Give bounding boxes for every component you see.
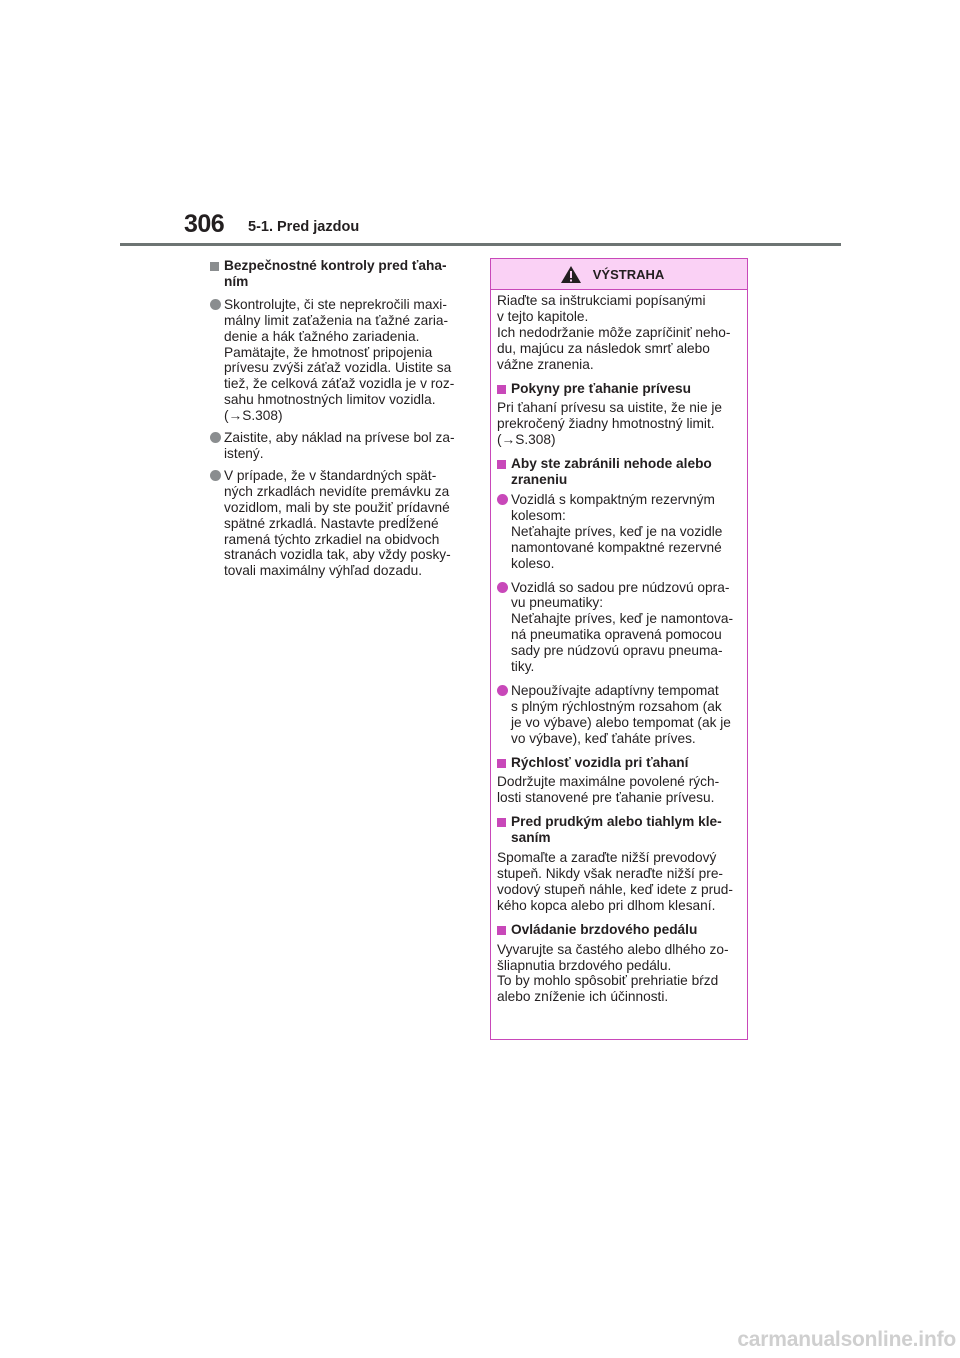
circle-bullet-icon [210,470,221,481]
warning-triangle-icon [560,265,582,284]
list-item [497,492,743,572]
paragraph: Vyvarujte sa častého alebo dlhého zo- šliapnutia brzdového pedálu. To by mohlo spôsobiť prehriatie bŕzd alebo zníženie ich účinnosti. [497,941,729,1005]
square-bullet-icon [497,460,506,469]
square-bullet-icon [497,385,506,394]
heading-text: Rýchlosť vozidla pri ťahaní [511,754,689,770]
brake-pedal-heading [497,922,743,938]
warning-intro: Riaďte sa inštrukciami popísanými v tejto kapitole. Ich nedodržanie môže zapríčiniť neho- du, majúcu za následok smrť alebo vážne zranenia. [497,293,731,372]
heading-text: Pred prudkým alebo tiahlym kle- saním [511,814,722,846]
circle-bullet-icon [210,432,221,443]
list-item-text: Nepoužívajte adaptívny tempomat s plným rýchlostným rozsahom (ak je vo výbave) alebo tempomat (ak je vo výbave), keď ťaháte príves. [511,682,731,746]
heading-text: Pokyny pre ťahanie prívesu [511,380,692,396]
list-item-text: Zaistite, aby náklad na prívese bol za- istený. [224,430,455,461]
circle-bullet-icon [497,685,508,696]
list-item-text: Vozidlá so sadou pre núdzovú opra- vu pneumatiky: Neťahajte príves, keď je namontova- ná pneumatika opravená pomocou sady pre núdzovú opravu pneuma- tiky. [511,579,734,675]
list-item [210,297,466,424]
heading-text: Ovládanie brzdového pedálu [511,921,698,937]
towing-speed-heading [497,755,743,771]
heading-text: Aby ste zabránili nehode alebo zraneniu [511,456,712,488]
list-item-text: Vozidlá s kompaktným rezervným kolesom: Neťahajte príves, keď je na vozidle namontované kompaktné rezervné koleso. [511,491,723,571]
warning-body [491,290,747,1005]
safety-checks-heading [210,258,466,290]
circle-bullet-icon [497,582,508,593]
circle-bullet-icon [210,299,221,310]
accident-prevention-heading [497,456,743,488]
page-header [0,0,960,250]
square-bullet-icon [497,818,506,827]
watermark: carmanualsonline.info [737,1328,956,1351]
warning-header [491,259,747,290]
square-bullet-icon [210,262,219,271]
circle-bullet-icon [497,494,508,505]
section-title: 5-1. Pred jazdou [248,219,360,235]
list-item-text: Skontrolujte, či ste neprekročili maxi- málny limit zaťaženia na ťažné zaria- denie a hák ťažného zariadenia. Pamätajte, že hmotnosť pripojenia prívesu zvýši záťaž vozidla. Uistite sa tiež, že celková záťaž vozidla je v roz- sahu hmotnostných limitov vozidla. (→S.308) [224,296,455,424]
square-bullet-icon [497,759,506,768]
list-item [497,683,743,747]
list-item [497,580,743,675]
square-bullet-icon [497,926,506,935]
warning-box [490,258,748,1040]
header-divider [120,243,841,246]
page-number: 306 [184,210,225,238]
list-item [210,430,466,462]
paragraph: Dodržujte maximálne povolené rých- losti stanovené pre ťahanie prívesu. [497,774,720,806]
warning-title: VÝSTRAHA [592,266,665,282]
list-item-text: V prípade, že v štandardných spät- ných zrkadlách nevidíte premávku za vozidlom, mali by ste použiť prídavné spätné zrkadlá. Nastavte predĺžené ramená týchto zrkadiel na obidvoch stranách vozidla tak, aby vždy posky- tovali maximálny výhľad dozadu. [224,467,451,579]
descent-heading [497,814,743,846]
list-item [210,468,466,579]
towing-instructions-heading [497,381,743,397]
heading-text: Bezpečnostné kontroly pred ťaha- ním [224,258,447,289]
paragraph: Spomaľte a zaraďte nižší prevodový stupeň. Nikdy však neraďte nižší pre- vodový stupeň náhle, keď idete z prud- kého kopca alebo pri dlhom klesaní. [497,850,733,913]
paragraph: Pri ťahaní prívesu sa uistite, že nie je prekročený žiadny hmotnostný limit. (→S.308) [497,400,723,448]
left-column [210,258,466,585]
